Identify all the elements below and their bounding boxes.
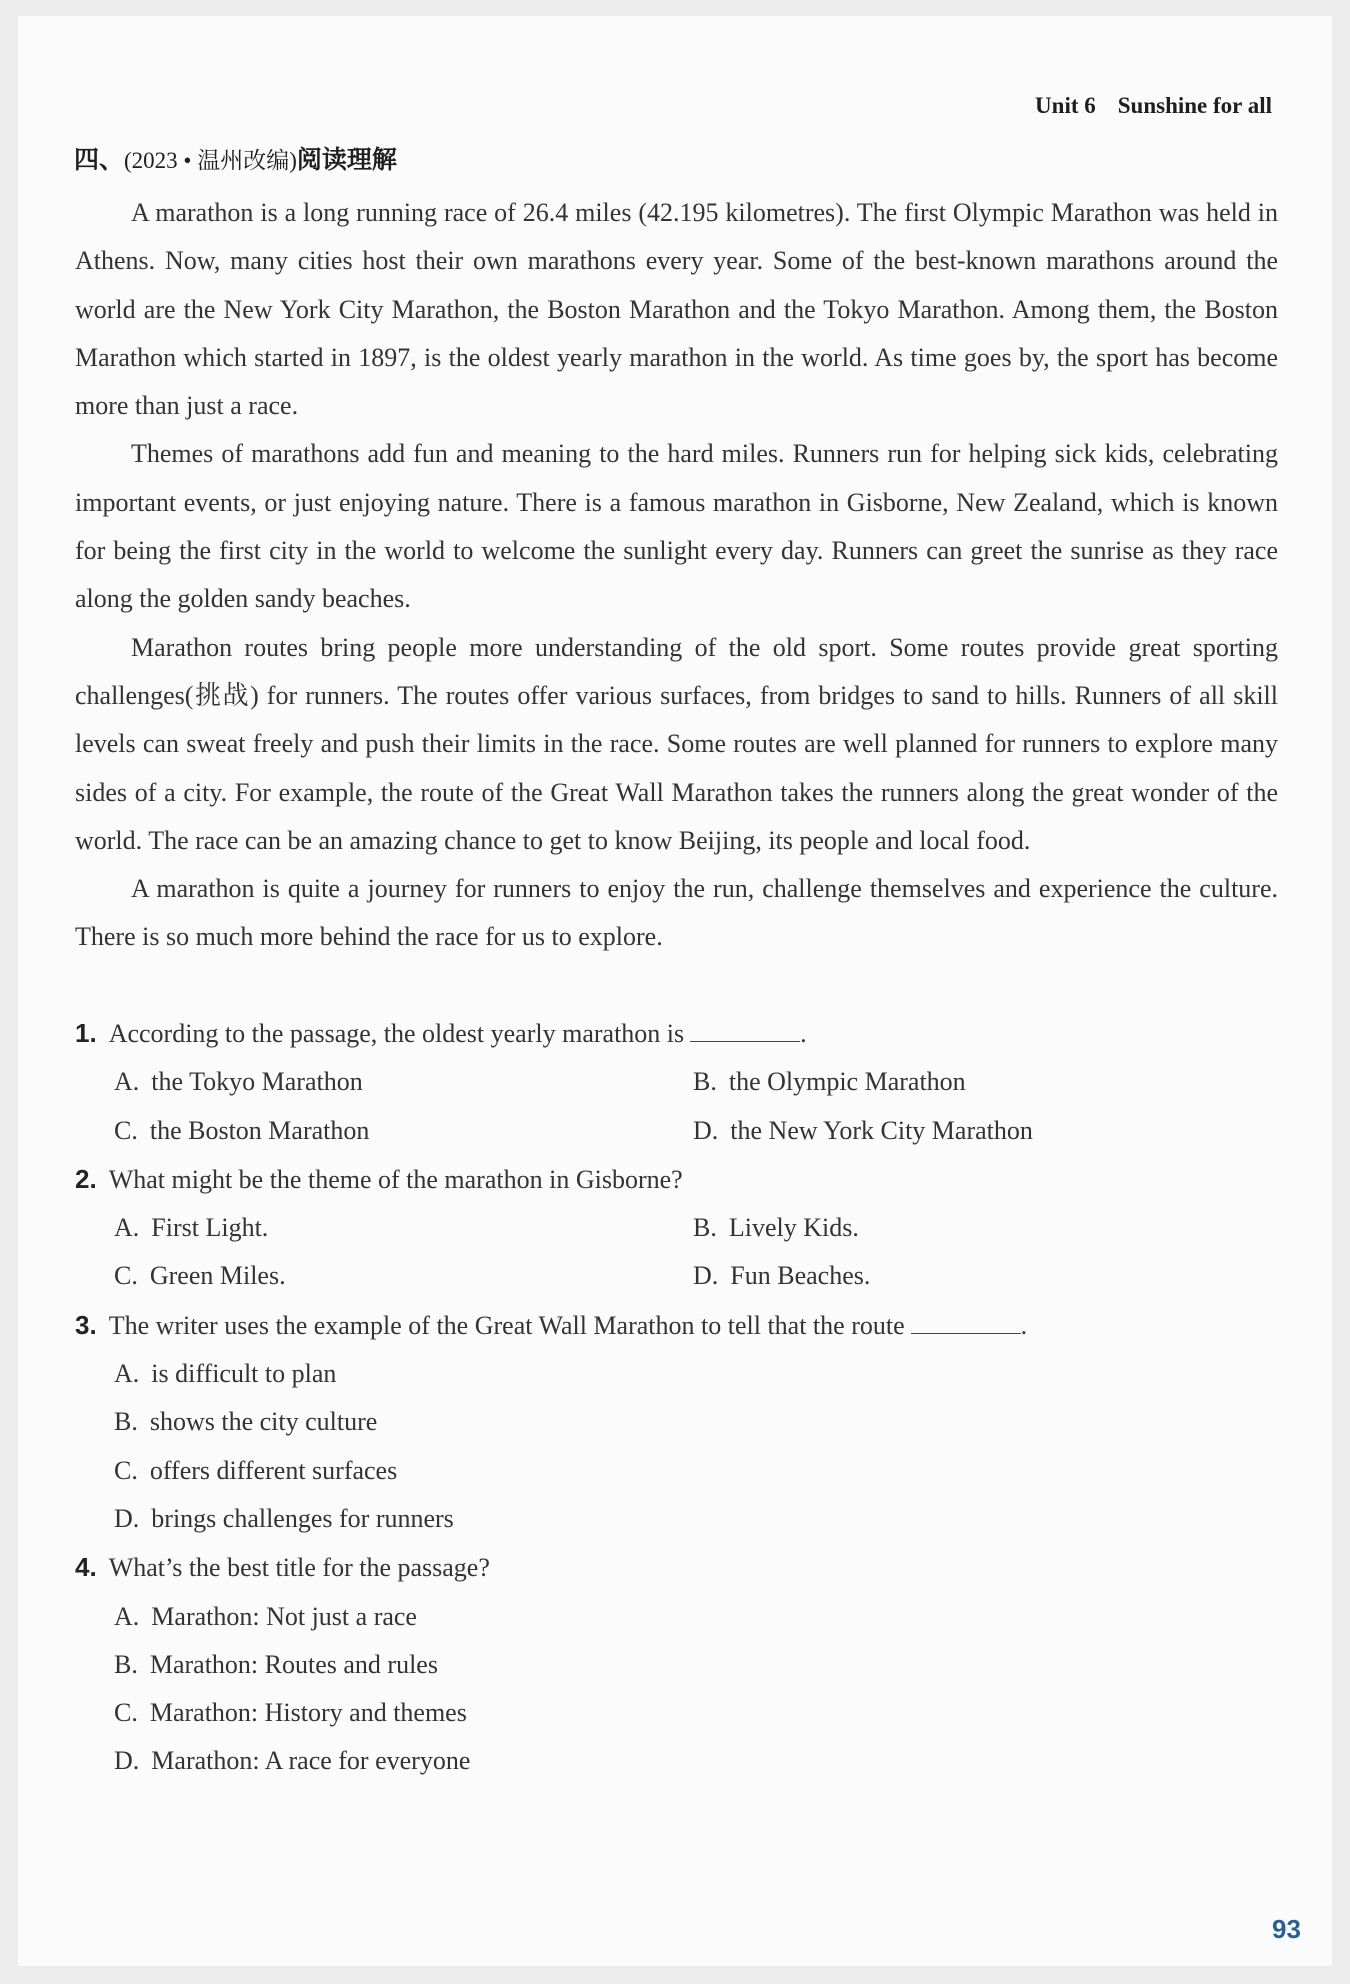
option-letter: A. xyxy=(114,1601,140,1631)
section-label: 四、 xyxy=(74,145,125,174)
option-a[interactable] xyxy=(75,1350,1278,1398)
question-stem: What’s the best title for the passage? xyxy=(108,1553,490,1583)
option-letter: B. xyxy=(114,1407,138,1437)
option-a[interactable] xyxy=(75,1593,1278,1641)
option-d[interactable] xyxy=(75,1495,1278,1543)
unit-label: Unit 6 xyxy=(1035,93,1096,118)
passage-paragraph: A marathon is a long running race of 26.4 miles (42.195 kilometres). The first Olympic Marathon was held in Athens. Now, many cities host their own marathons every year. Some of the best-known marathons around the world are the New York City Marathon, the Boston Marathon and the Tokyo Marathon. Among them, the Boston Marathon which started in 1897, is the oldest yearly marathon in the world. As time goes by, the sport has become more than just a race. xyxy=(75,198,1278,421)
option-a[interactable] xyxy=(75,1058,654,1106)
option-d[interactable] xyxy=(75,1737,1278,1785)
option-b[interactable] xyxy=(654,1058,1233,1106)
unit-title: Sunshine for all xyxy=(1117,93,1272,118)
question-list xyxy=(75,1009,1278,1786)
option-text: Marathon: Not just a race xyxy=(151,1601,417,1631)
option-row xyxy=(75,1107,1278,1155)
section-source: (2023 • 温州改编) xyxy=(124,148,297,173)
option-c[interactable] xyxy=(75,1447,1278,1495)
option-text: Fun Beaches. xyxy=(730,1261,871,1291)
section-heading: 阅读理解 xyxy=(296,145,397,174)
option-c[interactable] xyxy=(75,1252,654,1300)
question-number: 3. xyxy=(75,1309,97,1340)
option-b[interactable] xyxy=(75,1398,1278,1446)
option-letter: D. xyxy=(693,1115,719,1145)
option-a[interactable] xyxy=(75,1204,654,1252)
answer-blank[interactable] xyxy=(911,1307,1021,1334)
option-letter: C. xyxy=(114,1261,138,1291)
running-header xyxy=(1035,93,1272,119)
question-stem: The writer uses the example of the Great Wall Marathon to tell that the route xyxy=(108,1310,905,1340)
option-row xyxy=(75,1058,1278,1106)
passage-paragraph: A marathon is quite a journey for runners to enjoy the run, challenge themselves and experience the culture. There is so much more behind the race for us to explore. xyxy=(75,874,1278,952)
section-title xyxy=(74,140,397,176)
option-text: Marathon: Routes and rules xyxy=(149,1649,438,1679)
option-b[interactable] xyxy=(75,1641,1278,1689)
question-number: 4. xyxy=(75,1552,97,1583)
option-text: offers different surfaces xyxy=(149,1455,398,1485)
option-text: the Tokyo Marathon xyxy=(151,1067,363,1097)
reading-passage xyxy=(75,189,1278,962)
passage-paragraph: Themes of marathons add fun and meaning to the hard miles. Runners run for helping sick kids, celebrating important events, or just enjoying nature. There is a famous marathon in Gisborne, New Zealand, which is known for being the first city in the world to welcome the sunlight every day. Runners can greet the sunrise as they race along the golden sandy beaches. xyxy=(75,439,1278,614)
option-letter: C. xyxy=(114,1455,138,1485)
option-d[interactable] xyxy=(654,1252,1233,1300)
question-3 xyxy=(75,1301,1278,1350)
option-letter: C. xyxy=(114,1698,138,1728)
option-c[interactable] xyxy=(75,1689,1278,1737)
option-row xyxy=(75,1252,1278,1300)
option-text: Marathon: History and themes xyxy=(149,1698,467,1728)
page xyxy=(18,16,1332,1966)
question-4 xyxy=(75,1543,1278,1592)
question-end: . xyxy=(1020,1310,1028,1340)
option-letter: B. xyxy=(693,1213,717,1243)
option-c[interactable] xyxy=(75,1107,654,1155)
question-number: 2. xyxy=(75,1163,97,1194)
option-b[interactable] xyxy=(654,1204,1233,1252)
question-1 xyxy=(75,1009,1278,1058)
option-text: First Light. xyxy=(151,1213,269,1243)
passage-paragraph: Marathon routes bring people more understanding of the old sport. Some routes provide great sporting challenges(挑战) for runners. The routes offer various surfaces, from bridges to sand to hills. Runners of all skill levels can sweat freely and push their limits in the race. Some routes are well planned for runners to explore many sides of a city. For example, the route of the Great Wall Marathon takes the runners along the great wonder of the world. The race can be an amazing chance to get to know Beijing, its people and local food. xyxy=(75,632,1278,855)
option-d[interactable] xyxy=(654,1107,1233,1155)
question-stem: According to the passage, the oldest yearly marathon is xyxy=(108,1019,685,1048)
option-letter: D. xyxy=(693,1261,719,1291)
option-text: Lively Kids. xyxy=(728,1213,859,1243)
option-text: the Olympic Marathon xyxy=(728,1067,966,1097)
question-number: 1. xyxy=(75,1018,97,1048)
option-letter: D. xyxy=(114,1746,140,1776)
option-text: is difficult to plan xyxy=(151,1359,337,1389)
option-text: the New York City Marathon xyxy=(730,1115,1033,1145)
option-text: the Boston Marathon xyxy=(149,1115,370,1145)
option-letter: D. xyxy=(114,1503,140,1533)
option-letter: C. xyxy=(114,1115,138,1145)
question-stem: What might be the theme of the marathon in Gisborne? xyxy=(108,1164,683,1194)
question-2 xyxy=(75,1155,1278,1204)
answer-blank[interactable] xyxy=(690,1015,800,1042)
option-letter: A. xyxy=(114,1067,140,1097)
option-text: Green Miles. xyxy=(149,1261,286,1291)
question-end: . xyxy=(800,1019,807,1048)
option-text: brings challenges for runners xyxy=(151,1503,454,1533)
page-number: 93 xyxy=(1272,1914,1301,1944)
option-text: Marathon: A race for everyone xyxy=(151,1746,471,1776)
option-letter: B. xyxy=(693,1067,717,1097)
option-letter: B. xyxy=(114,1649,138,1679)
option-row xyxy=(75,1204,1278,1252)
option-text: shows the city culture xyxy=(149,1407,378,1437)
option-letter: A. xyxy=(114,1359,140,1389)
option-letter: A. xyxy=(114,1213,140,1243)
